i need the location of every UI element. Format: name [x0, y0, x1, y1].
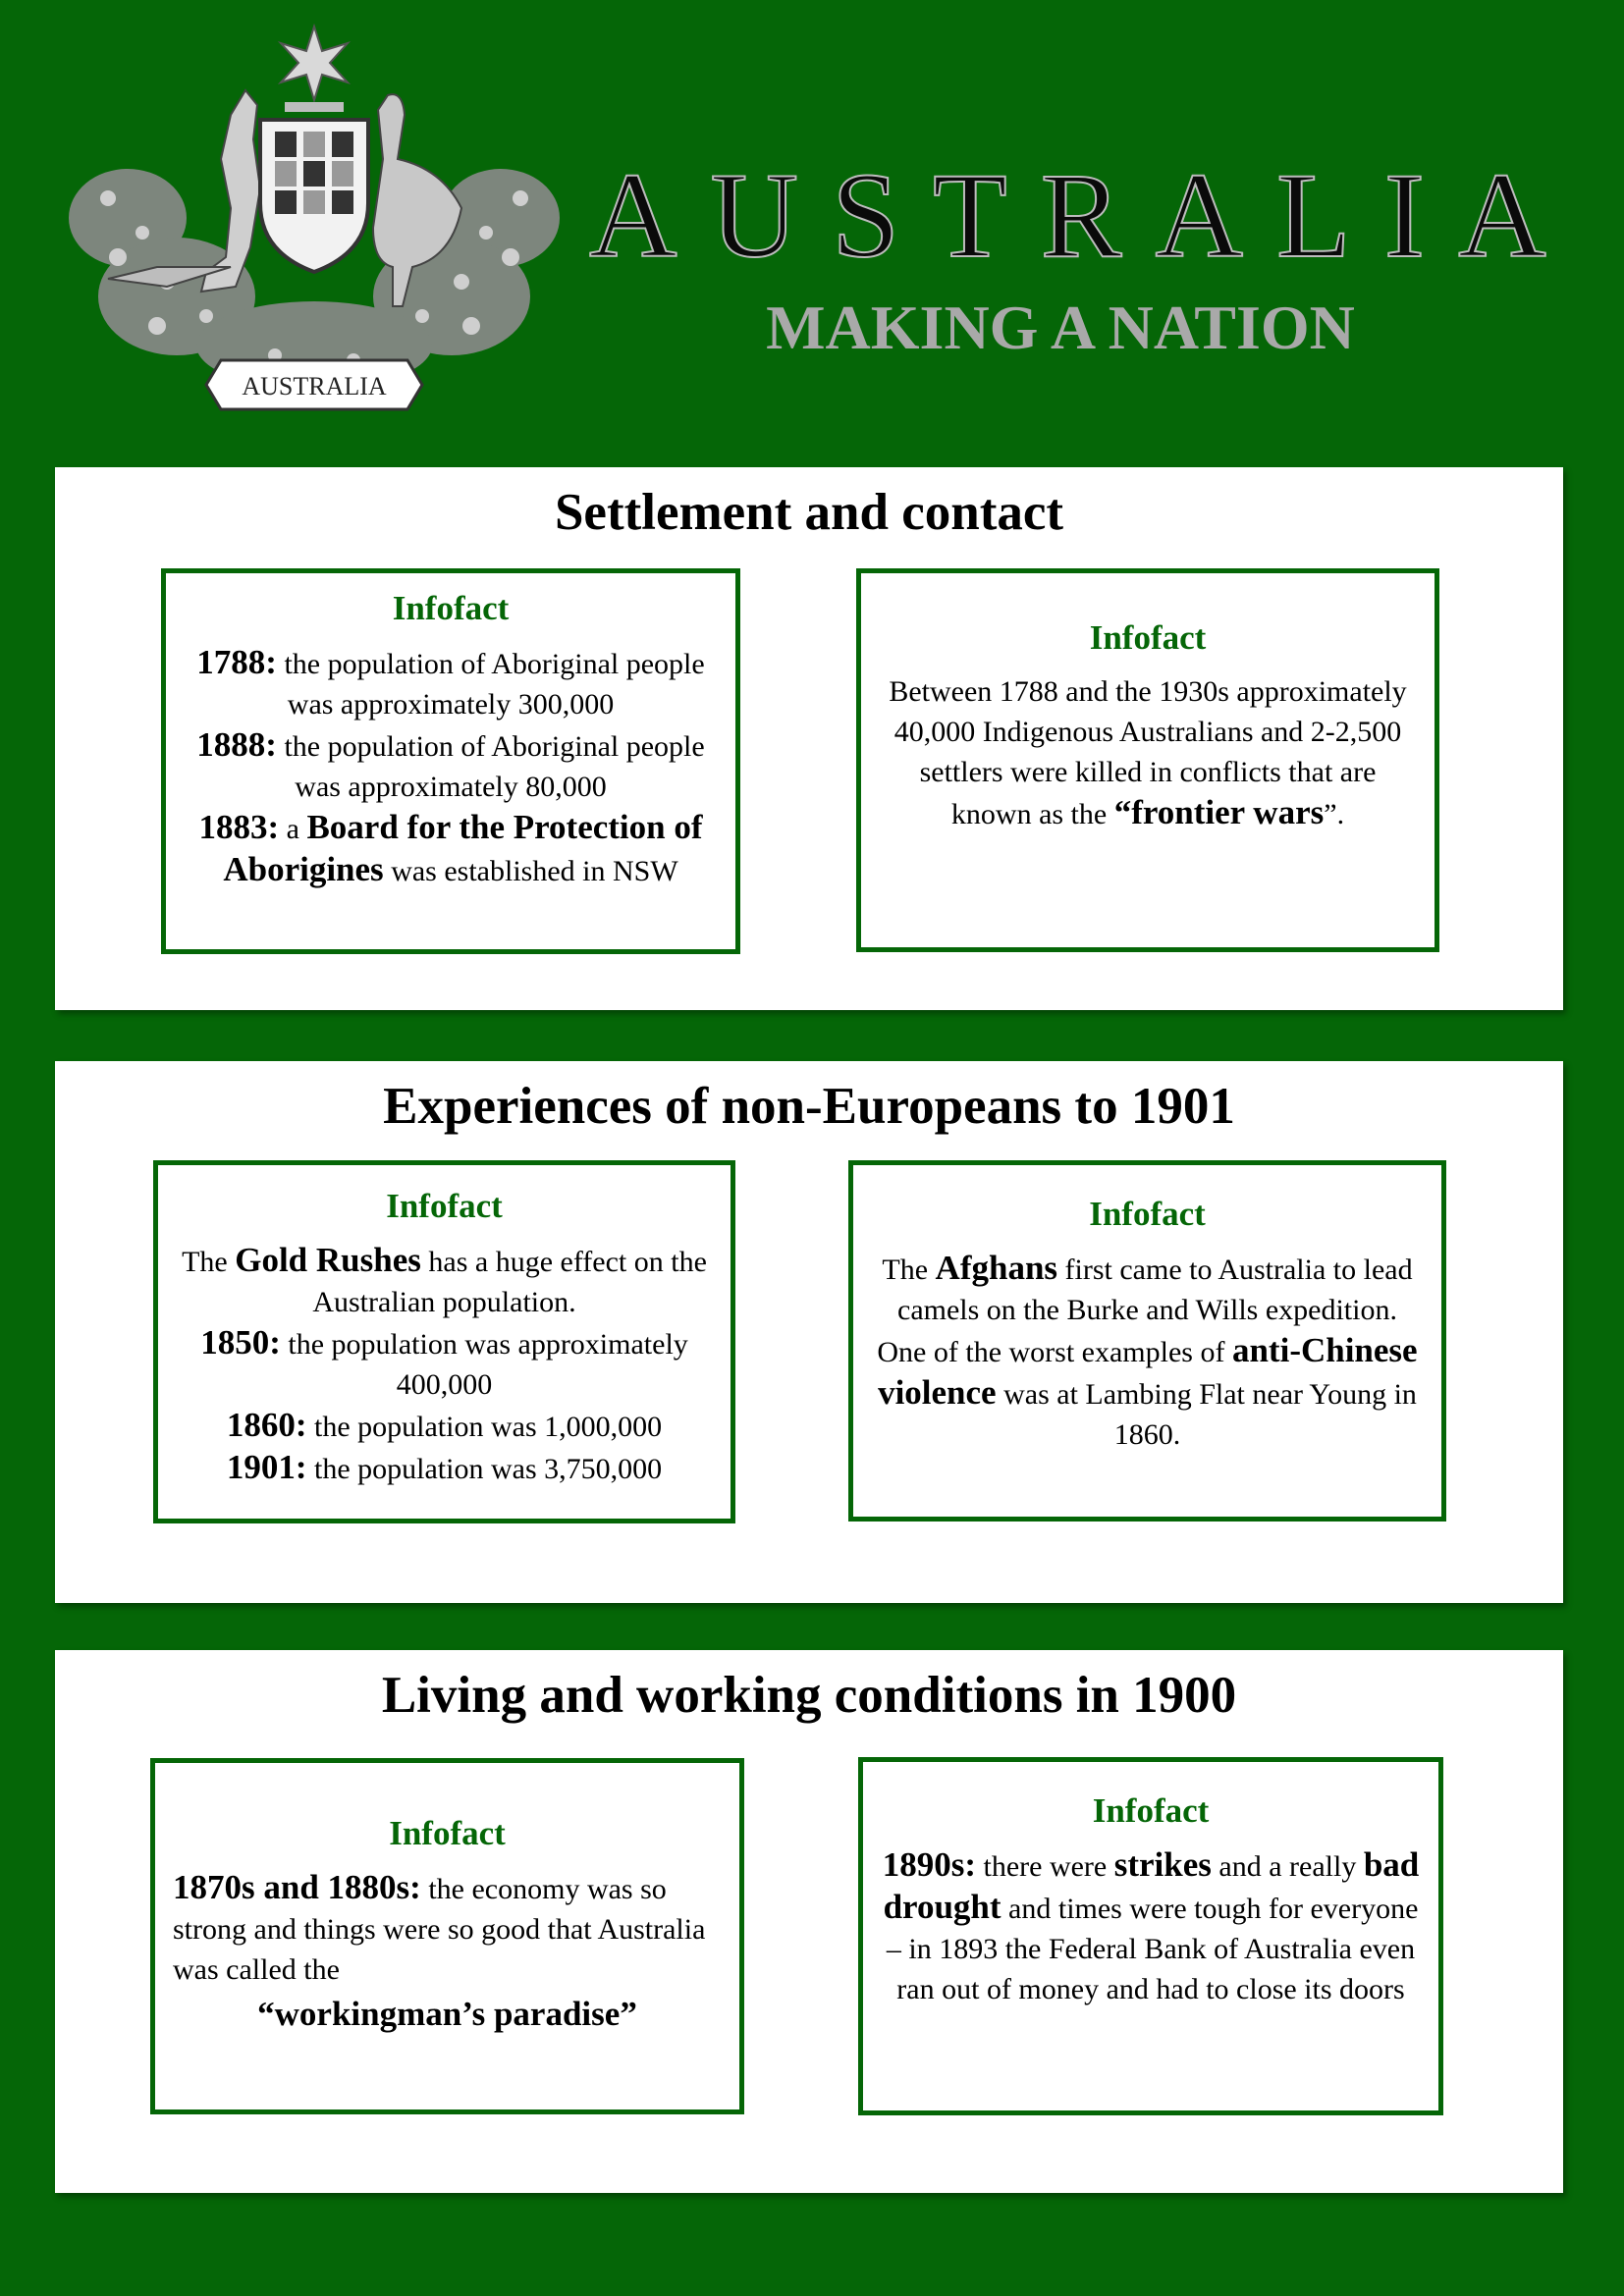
crest-banner-text: AUSTRALIA — [242, 372, 387, 400]
infofact-heading: Infofact — [1089, 1195, 1206, 1233]
infofact-box — [856, 568, 1439, 952]
infofact-heading: Infofact — [1089, 618, 1207, 657]
infofact-box — [150, 1758, 744, 2114]
infofact-heading: Infofact — [392, 589, 510, 627]
section-title: Settlement and contact — [554, 484, 1064, 541]
infofact-text: The Gold Rushes has a huge effect on the Australian population. 1850: the population was approximately 400,000 1860: the population was 1,000,000 1901: the population was 3,750,000 — [182, 1241, 707, 1486]
infofact-box — [858, 1757, 1443, 2115]
section-settlement-contact — [55, 467, 1563, 1010]
infofact-box — [153, 1160, 735, 1523]
infofact-text: 1788: the population of Aboriginal people was approximately 300,000 1888: the population of Aboriginal people was approximately 80,000 1883: a Board for the Protection of Aborigines was established in NSW — [196, 643, 705, 888]
page-subtitle: MAKING A NATION — [766, 293, 1355, 362]
infofact-heading: Infofact — [1092, 1791, 1210, 1830]
infofact-box — [161, 568, 740, 954]
section-title: Experiences of non-Europeans to 1901 — [383, 1078, 1235, 1135]
infofact-heading: Infofact — [389, 1814, 506, 1852]
infofact-box — [848, 1160, 1446, 1522]
infofact-text: The Afghans first came to Australia to lead camels on the Burke and Wills expedition. One of the worst examples of anti-Chinese violence was at Lambing Flat near Young in 1860. — [877, 1249, 1418, 1451]
infofact-text: 1890s: there were strikes and a really bad drought and times were tough for everyone – in 1893 the Federal Bank of Australia even ran out of money and had to close its doors — [882, 1845, 1420, 2005]
infofact-text: Between 1788 and the 1930s approximately 40,000 Indigenous Australians and 2-2,500 settlers were killed in conflicts that are known as the “frontier wars”. — [889, 675, 1407, 831]
infofact-text: 1870s and 1880s: the economy was so strong and things were so good that Australia was called the — [173, 1868, 706, 1986]
coat-of-arms-emblem — [49, 22, 579, 434]
section-title: Living and working conditions in 1900 — [381, 1667, 1237, 1724]
page-title: AUSTRALIA — [589, 148, 1580, 283]
infofact-heading: Infofact — [386, 1187, 503, 1225]
section-living-working — [55, 1650, 1563, 2193]
section-non-europeans — [55, 1061, 1563, 1603]
infofact-quote: “workingman’s paradise” — [257, 1995, 637, 2033]
